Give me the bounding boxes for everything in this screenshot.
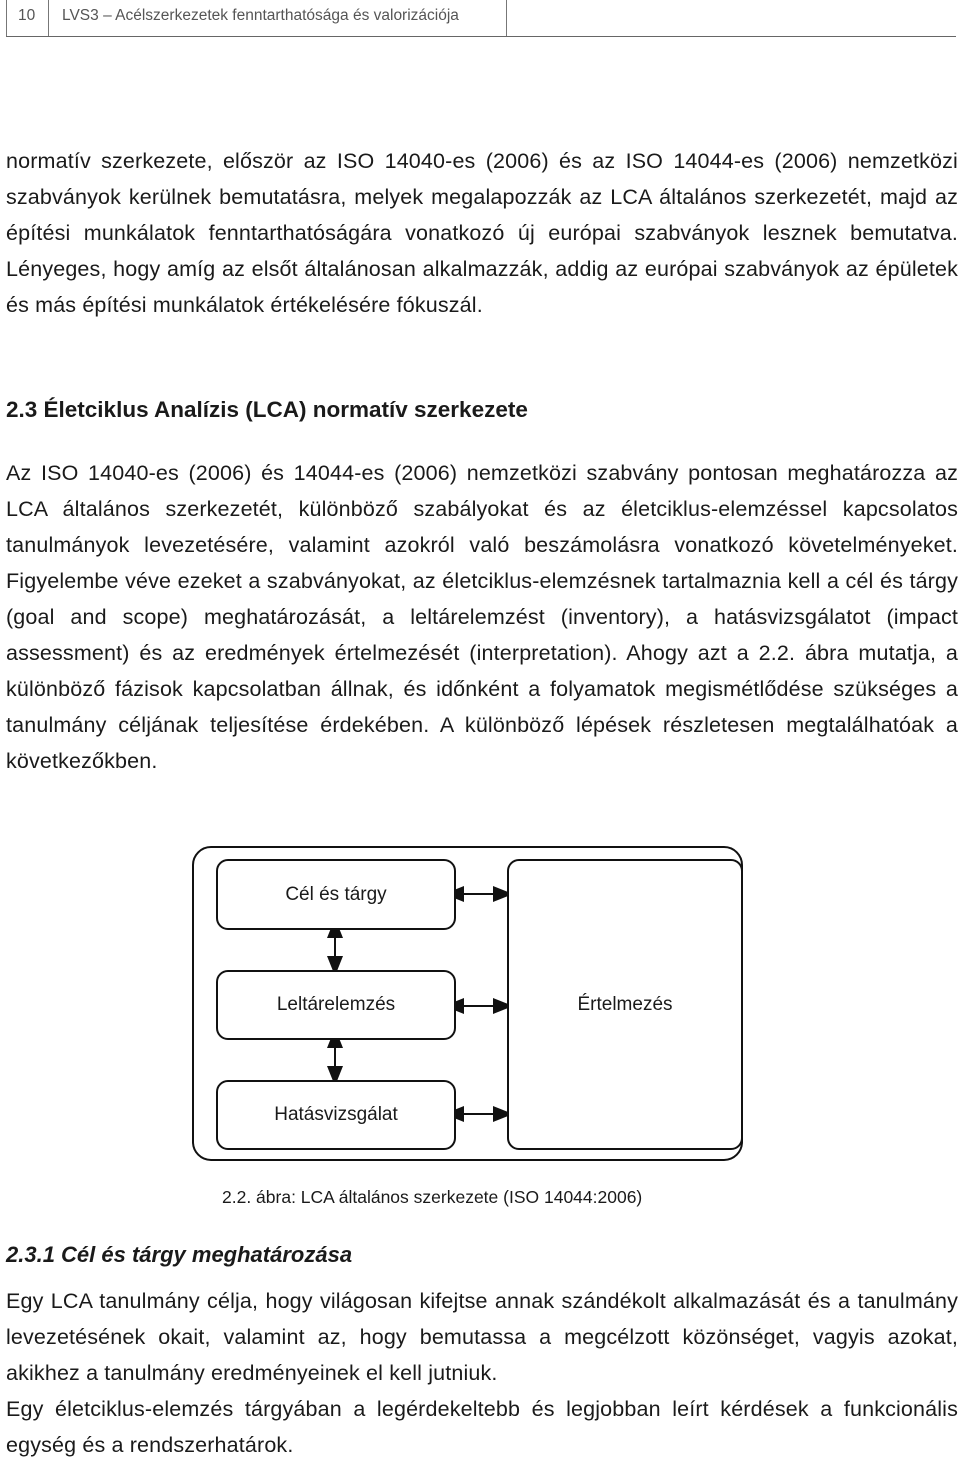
section-paragraph: Az ISO 14040-es (2006) és 14044-es (2006) nemzetközi szabvány pontosan meghatározza az LCA általános szerkezetét, különböző szabályokat és az életciklus-elemzéssel kapcsolatos tanulmányok levezetésére, valamint azokról való beszámolásra vonatkozó követelményeket. Figyelembe véve ezeket a szabványokat, az életciklus-elemzésnek tartalmaznia kell a cél és tárgy (goal and scope) meghatározását, a leltárelemzést (inventory), a hatásvizsgálatot (impact assessment) és az eredmények értelmezését (interpretation). Ahogy azt a 2.2. ábra mutatja, a különböző fázisok kapcsolatban állnak, és időnként a folyamatok megismétlődése szükséges a tanulmány céljának teljesítése érdekében. A különböző lépések részletesen megtalálhatóak a következőkben. xyxy=(6,461,958,773)
impact-assessment-label: Hatásvizsgálat xyxy=(274,1104,398,1125)
interpretation-label: Értelmezés xyxy=(577,993,673,1015)
running-title: LVS3 – Acélszerkezetek fenntarthatósága és valorizációja xyxy=(62,7,459,24)
interpretation-box xyxy=(507,859,743,1150)
section-heading: 2.3 Életciklus Analízis (LCA) normatív szerkezete xyxy=(6,397,528,422)
impact-assessment-box xyxy=(216,1080,456,1150)
subsection-heading: 2.3.1 Cél és tárgy meghatározása xyxy=(6,1242,353,1267)
goal-scope-label: Cél és tárgy xyxy=(285,883,387,905)
inventory-box xyxy=(216,970,456,1040)
inventory-label: Leltárelemzés xyxy=(276,994,396,1015)
figure-caption: 2.2. ábra: LCA általános szerkezete (ISO 14044:2006) xyxy=(222,1187,643,1207)
intro-paragraph: normatív szerkezete, először az ISO 14040-es (2006) és az ISO 14044-es (2006) nemzetközi szabványok kerülnek bemutatásra, melyek megalapozzák az LCA általános szerkezetét, majd az építési munkálatok fenntarthatóságára vonatkozó új európai szabványok lesznek bemutatva. Lényeges, hogy amíg az elsőt általánosan alkalmazzák, addig az európai szabványok az épületek és más építési munkálatok értékelésére fókuszál. xyxy=(6,149,958,317)
goal-scope-box xyxy=(216,859,456,930)
subsection-paragraph-1: Egy LCA tanulmány célja, hogy világosan kifejtse annak szándékolt alkalmazását és a tanulmány levezetésének okait, valamint az, hogy bemutassa a megcélzott közönséget, vagyis azokat, akikhez a tanulmány eredményeinek el kell jutniuk. xyxy=(6,1289,958,1385)
page-number: 10 xyxy=(18,7,36,24)
subsection-paragraph-2: Egy életciklus-elemzés tárgyában a legérdekeltebb és legjobban leírt kérdések a funkcionális egység és a rendszerhatárok. xyxy=(6,1397,958,1457)
